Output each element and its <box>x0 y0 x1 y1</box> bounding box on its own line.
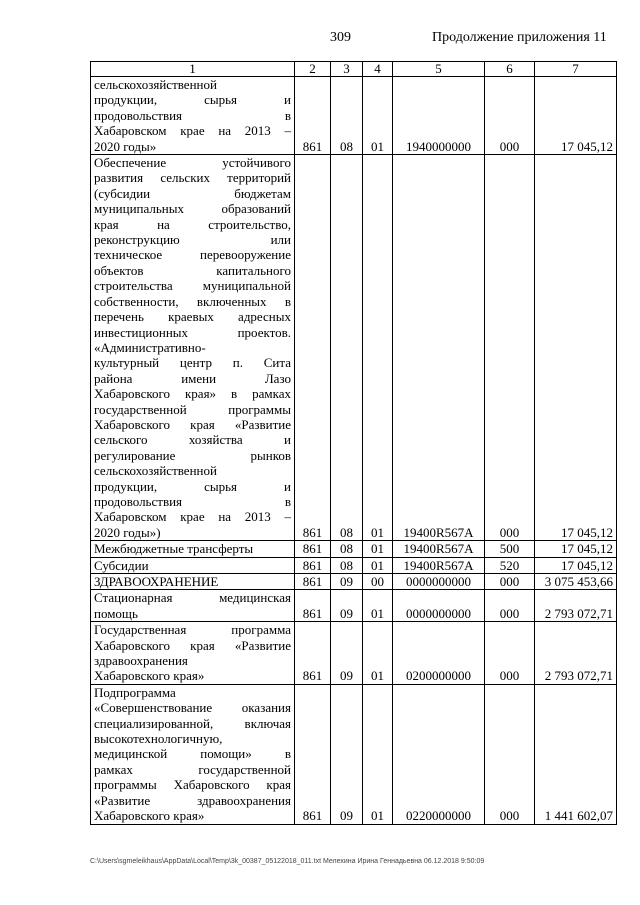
cell-name-line: развития сельских территорий <box>94 170 291 186</box>
cell-name-line: ЗДРАВООХРАНЕНИЕ <box>94 574 219 589</box>
column-header: 4 <box>363 62 393 77</box>
cell-name-line: регулирование рынков <box>94 447 291 463</box>
cell-name-line: техническое перевооружение <box>94 247 291 263</box>
cell-name-line: Хабаровского края «Развитие <box>94 637 291 653</box>
cell-name <box>91 541 295 557</box>
cell-expense-type: 520 <box>485 557 535 573</box>
cell-name-line: (субсидии бюджетам <box>94 185 291 201</box>
cell-name-line: 2020 годы» <box>94 138 157 154</box>
cell-subsection: 01 <box>363 77 393 155</box>
cell-amount: 17 045,12 <box>535 77 617 155</box>
cell-name-line: Хабаровском крае на 2013 – <box>94 509 291 525</box>
cell-grbs: 861 <box>295 557 331 573</box>
cell-name-line: строительства муниципальной <box>94 278 291 294</box>
cell-name-line: реконструкцию или <box>94 232 291 248</box>
cell-name-line: «Административно- <box>94 339 206 355</box>
table-row <box>91 684 617 824</box>
table-header-row <box>91 62 617 77</box>
cell-name-line: Хабаровского края «Развитие <box>94 416 291 432</box>
cell-subsection: 01 <box>363 590 393 622</box>
file-path-footer: C:\Users\sgmeleikhaus\AppData\Local\Temp\3k_00387_05122018_011.txt Мелехина Ирина Геннадьевна 06.12.2018 9:50:09 <box>90 858 485 865</box>
cell-name-line: культурный центр п. Сита <box>94 355 291 371</box>
table-row <box>91 155 617 541</box>
cell-amount: 17 045,12 <box>535 557 617 573</box>
column-header: 7 <box>535 62 617 77</box>
column-header: 6 <box>485 62 535 77</box>
cell-name-line: собственности, включенных в <box>94 293 291 309</box>
cell-section: 08 <box>331 155 363 541</box>
cell-name-line: медицинской помощи» в <box>94 746 291 762</box>
table-row <box>91 574 617 590</box>
cell-section: 08 <box>331 541 363 557</box>
cell-target-article: 19400R567A <box>393 541 485 557</box>
cell-section: 09 <box>331 574 363 590</box>
cell-amount: 2 793 072,71 <box>535 622 617 685</box>
cell-amount: 17 045,12 <box>535 155 617 541</box>
cell-expense-type: 000 <box>485 622 535 685</box>
cell-expense-type: 000 <box>485 684 535 824</box>
cell-name-line: специализированной, включая <box>94 715 291 731</box>
cell-target-article: 0220000000 <box>393 684 485 824</box>
page-number: 309 <box>330 30 351 45</box>
cell-subsection: 00 <box>363 574 393 590</box>
cell-section: 09 <box>331 684 363 824</box>
cell-section: 09 <box>331 622 363 685</box>
cell-name-line: продовольствия в <box>94 493 291 509</box>
column-header: 1 <box>91 62 295 77</box>
cell-name-line: высокотехнологичную, <box>94 731 223 747</box>
cell-expense-type: 000 <box>485 155 535 541</box>
cell-subsection: 01 <box>363 155 393 541</box>
cell-expense-type: 000 <box>485 590 535 622</box>
cell-name-line: сельского хозяйства и <box>94 432 291 448</box>
column-header: 2 <box>295 62 331 77</box>
column-header: 5 <box>393 62 485 77</box>
cell-grbs: 861 <box>295 684 331 824</box>
cell-name-line: «Совершенствование оказания <box>94 700 291 716</box>
cell-name-line: инвестиционных проектов. <box>94 324 291 340</box>
cell-target-article: 19400R567A <box>393 557 485 573</box>
cell-name-line: 2020 годы») <box>94 524 161 540</box>
cell-name-line: района имени Лазо <box>94 370 291 386</box>
cell-name <box>91 155 295 541</box>
cell-section: 09 <box>331 590 363 622</box>
cell-name-line: Обеспечение устойчивого <box>94 155 291 171</box>
cell-name-line: продукции, сырья и <box>94 478 291 494</box>
cell-target-article: 1940000000 <box>393 77 485 155</box>
cell-name-line: объектов капитального <box>94 262 291 278</box>
cell-name-line: сельскохозяйственной <box>94 463 217 479</box>
cell-name <box>91 77 295 155</box>
cell-expense-type: 500 <box>485 541 535 557</box>
cell-name-line: рамках государственной <box>94 761 291 777</box>
budget-table <box>90 61 617 825</box>
cell-name-line: Хабаровского края» <box>94 808 205 824</box>
cell-target-article: 0000000000 <box>393 574 485 590</box>
cell-name <box>91 622 295 685</box>
table-body <box>91 77 617 825</box>
cell-grbs: 861 <box>295 155 331 541</box>
cell-expense-type: 000 <box>485 77 535 155</box>
cell-grbs: 861 <box>295 590 331 622</box>
cell-grbs: 861 <box>295 541 331 557</box>
cell-name <box>91 574 295 590</box>
cell-name-line: Хабаровского края» в рамках <box>94 386 291 402</box>
cell-name-line: Субсидии <box>94 557 149 573</box>
cell-subsection: 01 <box>363 557 393 573</box>
cell-name-line: сельскохозяйственной <box>94 77 217 92</box>
cell-section: 08 <box>331 77 363 155</box>
cell-target-article: 0000000000 <box>393 590 485 622</box>
table-row <box>91 557 617 573</box>
column-header: 3 <box>331 62 363 77</box>
cell-grbs: 861 <box>295 622 331 685</box>
cell-subsection: 01 <box>363 622 393 685</box>
cell-name-line: Стационарная медицинская <box>94 590 291 606</box>
cell-expense-type: 000 <box>485 574 535 590</box>
cell-name-line: Подпрограмма <box>94 684 176 700</box>
cell-name-line: продовольствия в <box>94 107 291 123</box>
cell-name-line: Хабаровского края» <box>94 668 205 684</box>
table-row <box>91 590 617 622</box>
cell-subsection: 01 <box>363 541 393 557</box>
cell-name-line: края на строительство, <box>94 216 291 232</box>
cell-name-line: помощь <box>94 605 138 621</box>
cell-name-line: государственной программы <box>94 401 291 417</box>
cell-amount: 3 075 453,66 <box>535 574 617 590</box>
cell-name-line: Государственная программа <box>94 622 291 638</box>
cell-grbs: 861 <box>295 77 331 155</box>
cell-name-line: программы Хабаровского края <box>94 777 291 793</box>
cell-target-article: 0200000000 <box>393 622 485 685</box>
cell-target-article: 19400R567A <box>393 155 485 541</box>
cell-amount: 1 441 602,07 <box>535 684 617 824</box>
cell-amount: 17 045,12 <box>535 541 617 557</box>
table-row <box>91 541 617 557</box>
cell-name-line: перечень краевых адресных <box>94 309 291 325</box>
cell-subsection: 01 <box>363 684 393 824</box>
cell-grbs: 861 <box>295 574 331 590</box>
cell-name <box>91 590 295 622</box>
table-row <box>91 622 617 685</box>
cell-name-line: «Развитие здравоохранения <box>94 792 291 808</box>
cell-name-line: Межбюджетные трансферты <box>94 541 254 557</box>
cell-name-line: муниципальных образований <box>94 201 291 217</box>
cell-name-line: здравоохранения <box>94 653 188 669</box>
cell-amount: 2 793 072,71 <box>535 590 617 622</box>
cell-section: 08 <box>331 557 363 573</box>
cell-name-line: Хабаровском крае на 2013 – <box>94 123 291 139</box>
table-row <box>91 77 617 155</box>
cell-name-line: продукции, сырья и <box>94 92 291 108</box>
cell-name <box>91 684 295 824</box>
appendix-continuation-note: Продолжение приложения 11 <box>432 30 607 45</box>
cell-name <box>91 557 295 573</box>
